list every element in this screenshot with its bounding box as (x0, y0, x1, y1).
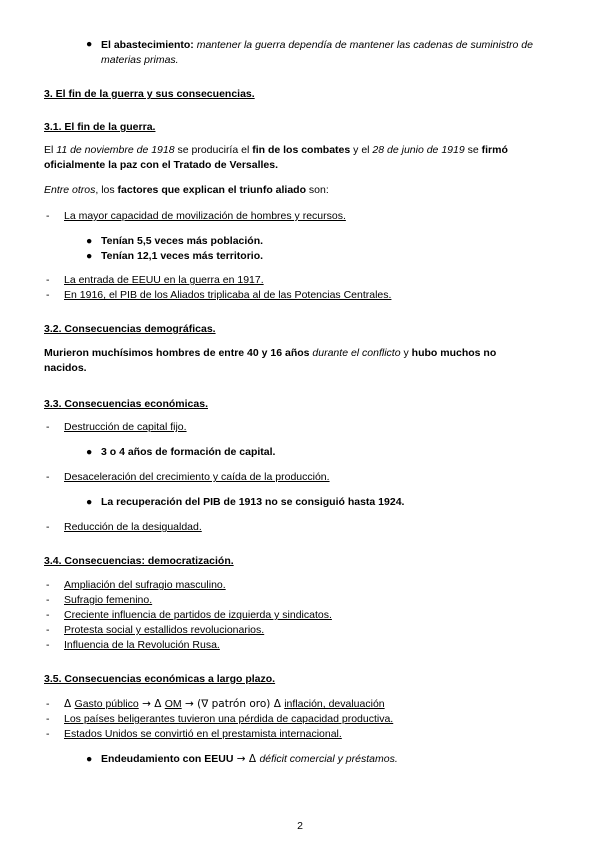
bold-run: Endeudamiento con EEUU (101, 753, 234, 765)
dash-icon: - (46, 579, 50, 591)
s31-item-mobilization: La mayor capacidad de movilización de hombres y recursos. (64, 210, 346, 222)
dash-icon: - (46, 594, 50, 606)
s33-item-capital: Destrucción de capital fijo. (64, 421, 187, 433)
dash-icon: - (46, 210, 50, 222)
arrow-right-icon: → Δ (233, 753, 260, 765)
bold-run: firmó (481, 144, 508, 156)
s34-item-russian-revolution: Influencia de la Revolución Rusa. (64, 639, 220, 651)
dash-icon: - (46, 713, 50, 725)
s31-item-gdp: En 1916, el PIB de los Aliados triplicaba al de las Potencias Centrales. (64, 289, 392, 301)
s31-sub-population: Tenían 5,5 veces más población. (101, 235, 264, 247)
dash-icon: - (46, 639, 50, 651)
text-run: se produciría el (174, 144, 253, 156)
bullet-icon: ● (86, 235, 93, 247)
supply-label: El abastecimiento: (101, 39, 194, 51)
text-run: son: (306, 184, 329, 196)
italic-run: Entre otros (44, 184, 96, 196)
bold-run: hubo muchos no (411, 347, 497, 359)
s34-item-female-suffrage: Sufragio femenino. (64, 594, 153, 606)
section-3-1-heading: 3.1. El fin de la guerra. (44, 121, 156, 133)
bullet-icon: ● (86, 753, 93, 765)
s32-paragraph (44, 346, 558, 376)
arrow-right-icon: → (∇ patrón oro) Δ (181, 698, 285, 710)
dash-icon: - (46, 274, 50, 286)
supply-text-line1: mantener la guerra dependía de mantener las cadenas de suministro de (196, 39, 533, 51)
italic-run: déficit comercial y préstamos. (259, 753, 398, 765)
section-3-4-heading: 3.4. Consecuencias: democratización. (44, 555, 234, 567)
bold-run: factores que explican el triunfo aliado (117, 184, 307, 196)
text-run: y el (350, 144, 373, 156)
arrow-right-icon: → Δ (138, 698, 165, 710)
date-run: 11 de noviembre de 1918 (56, 144, 175, 156)
s33-sub-capital-years: 3 o 4 años de formación de capital. (101, 446, 276, 458)
s31-item-usa-entry: La entrada de EEUU en la guerra en 1917. (64, 274, 264, 286)
s34-item-social-protest: Protesta social y estallidos revolucionarios. (64, 624, 265, 636)
text-run: El (44, 144, 57, 156)
s34-item-male-suffrage: Ampliación del sufragio masculino. (64, 579, 226, 591)
text-run: OM (164, 698, 182, 710)
text-run: inflación, devaluación (284, 698, 385, 710)
bold-run: Murieron muchísimos hombres de entre 40 y 16 años (44, 347, 310, 359)
section-3-3-heading: 3.3. Consecuencias económicas. (44, 398, 208, 410)
text-run: y (403, 347, 409, 359)
dash-icon: - (46, 728, 50, 740)
s33-item-slowdown: Desaceleración del crecimiento y caída de la producción. (64, 471, 330, 483)
section-3-5-heading: 3.5. Consecuencias económicas a largo plazo. (44, 673, 276, 685)
text-run: , los (95, 184, 118, 196)
dash-icon: - (46, 624, 50, 636)
s31-paragraph-1 (44, 143, 558, 173)
text-run: se (464, 144, 482, 156)
s31-paragraph-2 (44, 184, 329, 196)
bold-run: nacidos. (44, 362, 87, 374)
supply-text-line2: materias primas. (101, 54, 179, 66)
dash-icon: - (46, 471, 50, 483)
section-3-2-heading: 3.2. Consecuencias demográficas. (44, 323, 216, 335)
page-number: 2 (297, 820, 303, 832)
dash-icon: - (46, 289, 50, 301)
delta-icon: Δ (64, 698, 75, 710)
bold-run: oficialmente la paz con el Tratado de Versalles. (44, 159, 279, 171)
s31-sub-territory: Tenían 12,1 veces más territorio. (101, 250, 264, 262)
s35-item-productive-loss: Los países beligerantes tuvieron una pérdida de capacidad productiva. (64, 713, 394, 725)
s35-item-us-lender: Estados Unidos se convirtió en el prestamista internacional. (64, 728, 342, 740)
supply-bullet (101, 38, 559, 68)
italic-run: durante el conflicto (312, 347, 401, 359)
s35-sub-debt (101, 753, 398, 765)
text-run: Gasto público (74, 698, 139, 710)
bullet-icon: ● (86, 446, 93, 458)
dash-icon: - (46, 698, 50, 710)
s33-sub-gdp-recovery: La recuperación del PIB de 1913 no se consiguió hasta 1924. (101, 496, 405, 508)
dash-icon: - (46, 521, 50, 533)
section-3-heading: 3. El fin de la guerra y sus consecuencias. (44, 88, 255, 100)
date-run: 28 de junio de 1919 (372, 144, 465, 156)
bold-run: fin de los combates (252, 144, 351, 156)
bullet-icon: ● (86, 496, 93, 508)
dash-icon: - (46, 421, 50, 433)
bullet-icon: ● (86, 38, 93, 50)
bullet-icon: ● (86, 250, 93, 262)
s35-item-public-spending (64, 698, 385, 710)
s34-item-left-parties: Creciente influencia de partidos de izquierda y sindicatos. (64, 609, 332, 621)
s33-item-inequality: Reducción de la desigualdad. (64, 521, 202, 533)
dash-icon: - (46, 609, 50, 621)
